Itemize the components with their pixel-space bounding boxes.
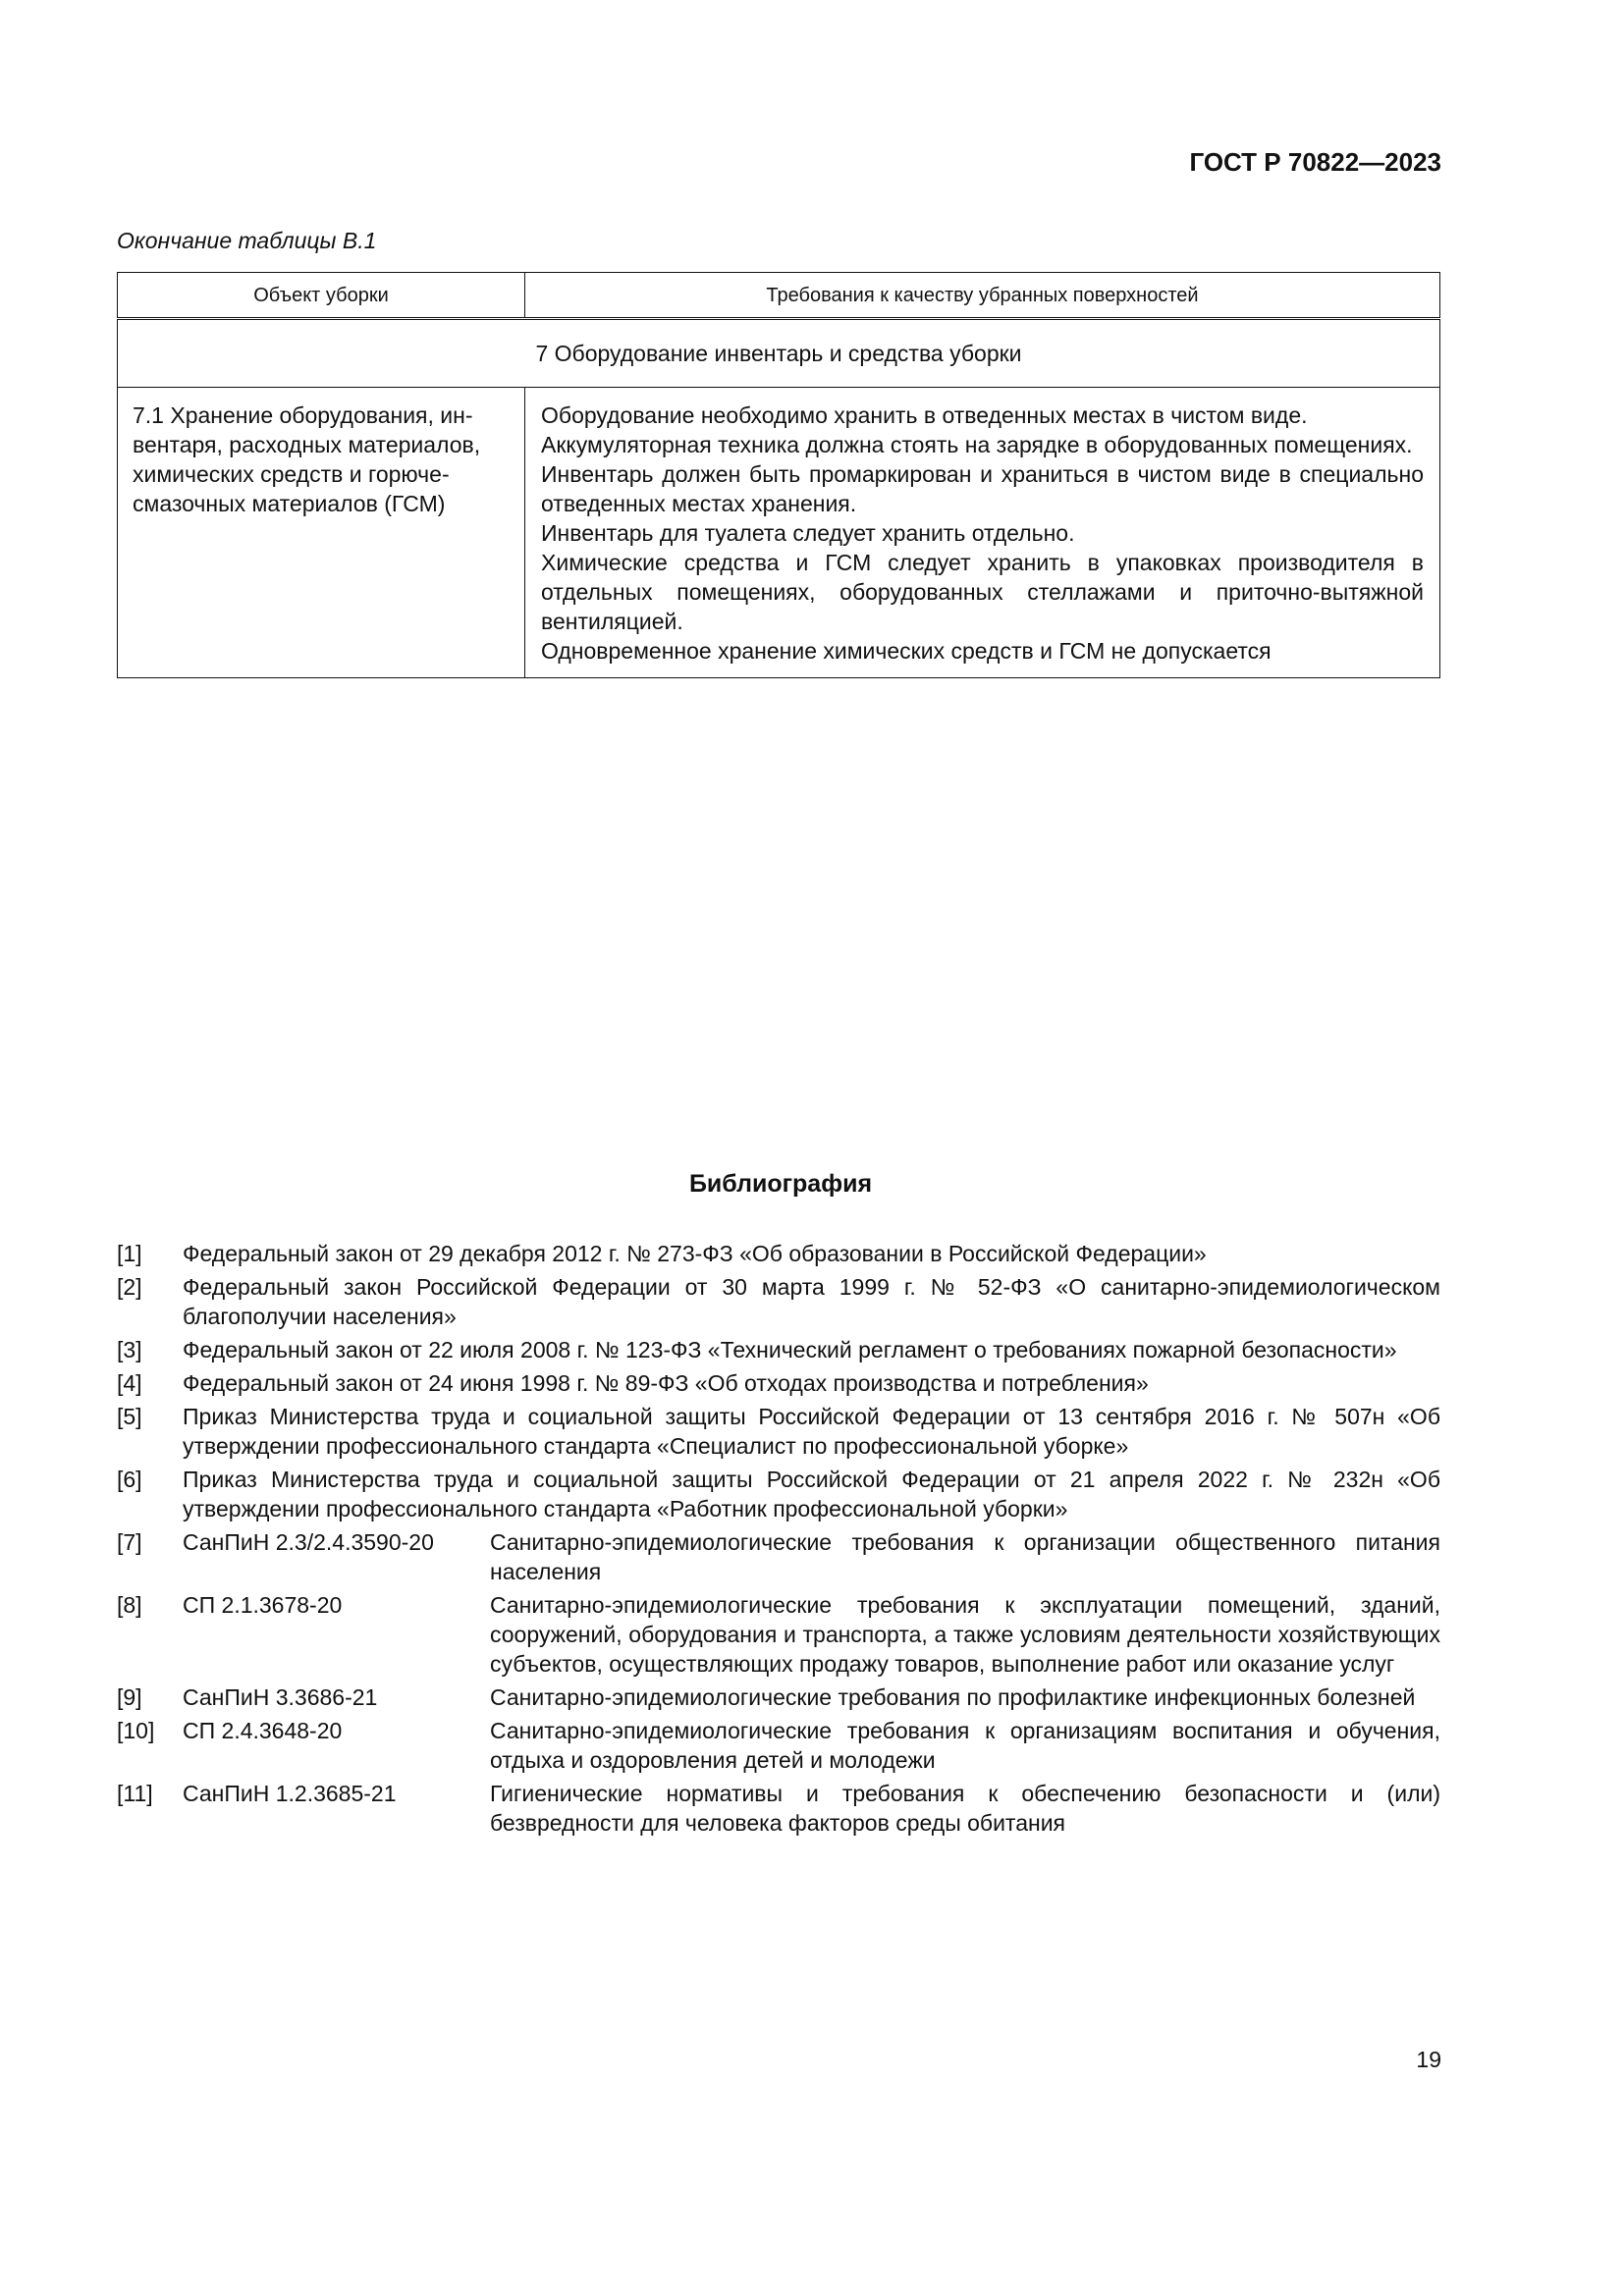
requirements-cell — [525, 388, 1440, 678]
reference-code: СП 2.1.3678-20 — [183, 1592, 343, 1618]
requirements-table — [117, 272, 1440, 678]
object-cell — [118, 388, 525, 678]
object-line: смазочных материалов (ГСМ) — [133, 491, 446, 516]
column-header-requirements: Требования к качеству убранных поверхностей — [525, 273, 1440, 319]
reference-number: [1] — [117, 1241, 142, 1266]
reference-item — [117, 1682, 1440, 1712]
reference-text: Федеральный закон Российской Федерации от 30 марта 1999 г. № 52-ФЗ «О санитарно-эпидемиологическом благополучии населения» — [183, 1274, 1440, 1329]
reference-item — [117, 1779, 1440, 1838]
reference-code: СанПиН 3.3686-21 — [183, 1684, 378, 1710]
reference-number: [9] — [117, 1684, 142, 1710]
table-header-row — [118, 273, 1440, 319]
reference-item — [117, 1527, 1440, 1586]
table-caption: Окончание таблицы В.1 — [117, 228, 377, 253]
requirement-text: Оборудование необходимо хранить в отведенных местах в чистом виде. — [541, 402, 1308, 428]
reference-number: [5] — [117, 1404, 142, 1429]
reference-number: [6] — [117, 1467, 142, 1492]
reference-code: СП 2.4.3648-20 — [183, 1718, 343, 1743]
reference-text: Гигиенические нормативы и требования к обеспечению безопасности и (или) безвредности для человека факторов среды обитания — [490, 1781, 1440, 1836]
page-number: 19 — [1416, 2047, 1441, 2072]
reference-text: Приказ Министерства труда и социальной защиты Российской Федерации от 13 сентября 2016 г. № 507н «Об утверждении профессионального стандарта «Специалист по профессиональной уборке» — [183, 1404, 1440, 1459]
table-section-row — [118, 319, 1440, 388]
reference-number: [4] — [117, 1370, 142, 1396]
object-line: вентаря, расходных материалов, — [133, 432, 481, 457]
document-standard-header: ГОСТ Р 70822—2023 — [1189, 147, 1441, 177]
reference-number: [11] — [117, 1781, 153, 1806]
reference-text: Санитарно-эпидемиологические требования по профилактике инфекционных болезней — [490, 1684, 1416, 1710]
reference-text: Санитарно-эпидемиологические требования к эксплуатации помещений, зданий, сооружений, оборудования и транспорта, а также условиям деятельности хозяйствующих субъектов, осуществляющих продажу товаров, выполнение работ или оказание услуг — [490, 1592, 1440, 1677]
reference-number: [2] — [117, 1274, 142, 1300]
reference-number: [3] — [117, 1337, 142, 1362]
reference-item — [117, 1239, 1440, 1268]
reference-text: Санитарно-эпидемиологические требования к организации общественного питания населения — [490, 1529, 1440, 1584]
reference-item — [117, 1368, 1440, 1398]
reference-code: СанПиН 2.3/2.4.3590-20 — [183, 1529, 434, 1555]
bibliography-list — [117, 1239, 1440, 1842]
bibliography-title: Библиография — [688, 1170, 873, 1198]
reference-text: Приказ Министерства труда и социальной защиты Российской Федерации от 21 апреля 2022 г. № 232н «Об утверждении профессионального стандарта «Работник профессиональной уборки» — [183, 1467, 1440, 1522]
requirement-text: Одновременное хранение химических средств и ГСМ не допускается — [541, 638, 1272, 664]
table-row — [118, 388, 1440, 678]
reference-item — [117, 1716, 1440, 1775]
requirement-text: Химические средства и ГСМ следует хранить в упаковках производителя в отдельных помещениях, оборудованных стеллажами и приточно-вытяжной вентиляцией. — [541, 550, 1424, 634]
reference-text: Санитарно-эпидемиологические требования к организациям воспитания и обучения, отдыха и оздоровления детей и молодежи — [490, 1718, 1440, 1773]
reference-item — [117, 1402, 1440, 1461]
reference-code: СанПиН 1.2.3685-21 — [183, 1781, 397, 1806]
reference-number: [7] — [117, 1529, 142, 1555]
section-heading: 7 Оборудование инвентарь и средства уборки — [118, 319, 1440, 388]
reference-item — [117, 1272, 1440, 1331]
requirement-text: Аккумуляторная техника должна стоять на зарядке в оборудованных помещениях. — [541, 432, 1413, 457]
reference-text: Федеральный закон от 22 июля 2008 г. № 123-ФЗ «Технический регламент о требованиях пожарной безопасности» — [183, 1337, 1397, 1362]
reference-text: Федеральный закон от 24 июня 1998 г. № 89-ФЗ «Об отходах производства и потребления» — [183, 1370, 1149, 1396]
reference-text: Федеральный закон от 29 декабря 2012 г. № 273-ФЗ «Об образовании в Российской Федерации» — [183, 1241, 1207, 1266]
reference-item — [117, 1465, 1440, 1523]
object-line: 7.1 Хранение оборудования, ин- — [133, 402, 473, 428]
reference-number: [10] — [117, 1718, 155, 1743]
reference-item — [117, 1335, 1440, 1364]
reference-number: [8] — [117, 1592, 142, 1618]
requirement-text: Инвентарь для туалета следует хранить отдельно. — [541, 520, 1075, 546]
column-header-object: Объект уборки — [118, 273, 525, 319]
object-line: химических средств и горюче- — [133, 461, 450, 487]
reference-item — [117, 1590, 1440, 1679]
requirement-text: Инвентарь должен быть промаркирован и храниться в чистом виде в специально отведенных местах хранения. — [541, 461, 1424, 516]
